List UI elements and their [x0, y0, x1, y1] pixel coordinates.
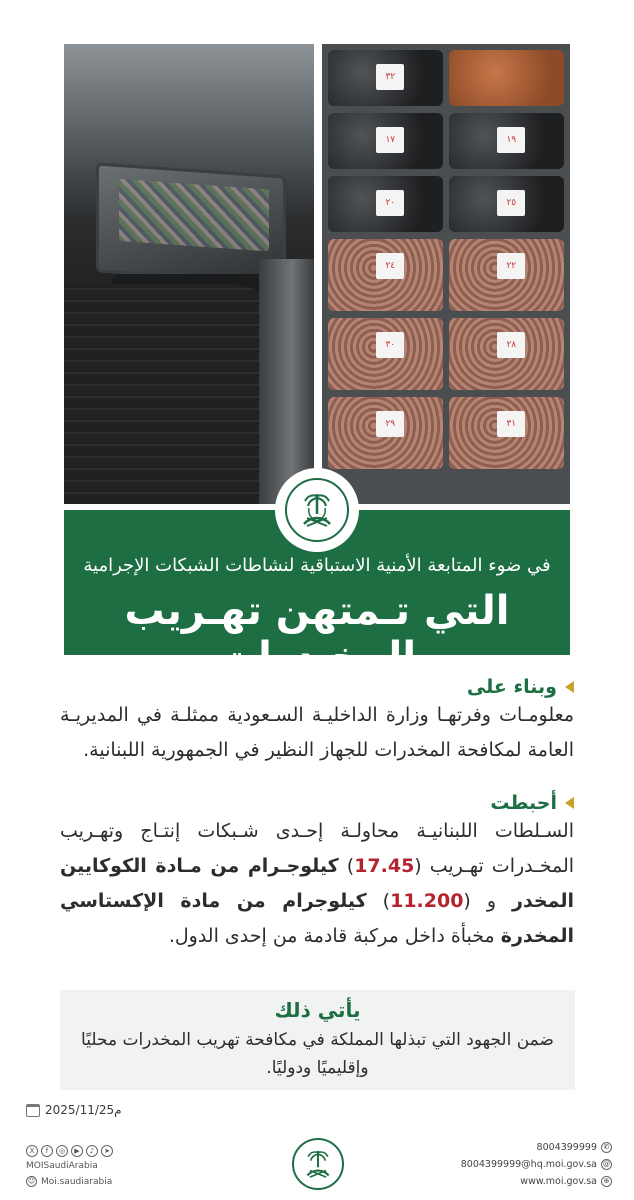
phone-number[interactable]: 8004399999	[536, 1142, 597, 1153]
section-text: السـلطات اللبنانيـة محاولـة إحـدى شـبكات إنتـاج وتهـريب المخـدرات تهـريب (17.45) كيلوجـرام من مـادة الكوكايين المخدر و (11.200) كيلوجرام من مادة الإكستاسي المخدرة مخبأة داخل مركبة قادمة من إحدى الدول.	[60, 820, 575, 947]
package: ١٩	[449, 113, 564, 169]
banner-title: التي تـمتهن تهـريب المخـدرات	[124, 588, 510, 680]
package: ٢٢	[449, 239, 564, 311]
email-icon: @	[603, 1160, 610, 1168]
snapchat-handle[interactable]: Moi.saudiarabia	[41, 1176, 113, 1187]
moi-emblem	[275, 468, 359, 552]
package: ٢٨	[449, 318, 564, 390]
instagram-icon[interactable]: ◎	[56, 1145, 68, 1157]
triangle-bullet-icon	[565, 797, 574, 809]
section-heading: وبناء على	[466, 676, 557, 698]
glovebox	[96, 162, 286, 285]
section-based-on	[60, 676, 574, 768]
car-glovebox-photo	[64, 44, 314, 504]
section-foiled	[60, 792, 574, 954]
section-heading: أحبطت	[490, 792, 557, 814]
email-address[interactable]: 8004399999@hq.moi.gov.sa	[460, 1159, 597, 1170]
package: ٢٩	[328, 397, 443, 469]
social-footer	[26, 1145, 113, 1192]
facebook-icon[interactable]: f	[41, 1145, 53, 1157]
note-title: يأتي ذلك	[274, 998, 361, 1022]
calendar-icon	[26, 1104, 40, 1117]
package: ١٧	[328, 113, 443, 169]
note-text: ضمن الجهود التي تبذلها المملكة في مكافحة تهريب المخدرات محليًا وإقليميًا ودوليًا.	[81, 1030, 554, 1078]
seized-packages-photo	[322, 44, 570, 504]
cocaine-amount: 17.45	[354, 855, 415, 877]
x-icon[interactable]: X	[26, 1145, 38, 1157]
triangle-bullet-icon	[565, 681, 574, 693]
snapchat-icon: ☺	[27, 1177, 36, 1185]
tiktok-icon[interactable]: ♪	[86, 1145, 98, 1157]
package: ٢٤	[328, 239, 443, 311]
palm-swords-icon	[300, 1146, 336, 1182]
youtube-icon[interactable]: ▶	[71, 1145, 83, 1157]
footer-emblem	[292, 1138, 344, 1190]
photo-collage	[64, 44, 570, 504]
package: ٣٠	[328, 318, 443, 390]
package: ٢٥	[449, 176, 564, 232]
contact-footer	[461, 1142, 612, 1193]
telegram-icon[interactable]: ➤	[101, 1145, 113, 1157]
social-handle[interactable]: MOISaudiArabia	[26, 1161, 98, 1171]
context-note	[60, 990, 575, 1090]
phone-icon: ✆	[601, 1142, 612, 1153]
section-text: معلومـات وفرتهـا وزارة الداخليـة السـعودية ممثلـة في المديريـة العامة لمكافحة المخدرات للجهاز النظير في الجمهورية اللبنانية.	[60, 704, 574, 761]
publish-date: 2025/11/25م	[26, 1103, 122, 1117]
palm-swords-icon	[295, 488, 339, 532]
package: ٣١	[449, 397, 564, 469]
globe-icon: ⊕	[601, 1176, 612, 1187]
car-seat	[64, 284, 274, 504]
package	[449, 50, 564, 106]
package: ٢٠	[328, 176, 443, 232]
ecstasy-amount: 11.200	[390, 890, 464, 912]
package: ٣٢	[328, 50, 443, 106]
website-link[interactable]: www.moi.gov.sa	[520, 1176, 597, 1187]
banner-subtitle: في ضوء المتابعة الأمنية الاستباقية لنشاطات الشبكات الإجرامية	[83, 555, 551, 576]
